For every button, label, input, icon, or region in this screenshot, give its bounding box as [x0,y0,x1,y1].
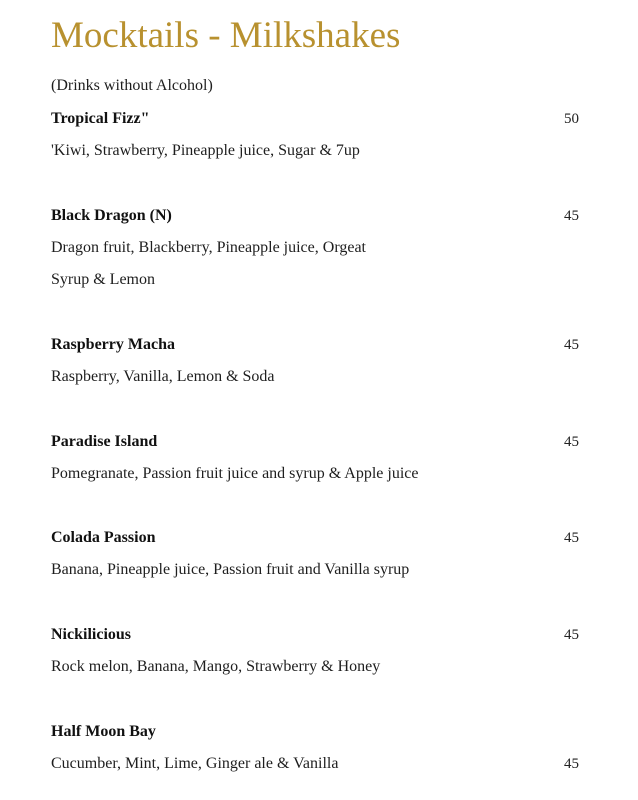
menu-item-price: 45 [564,434,579,450]
menu-item-description: Banana, Pineapple juice, Passion fruit and Vanilla syrup [51,561,410,578]
menu-item-name: Half Moon Bay [51,723,156,740]
menu-item-tropical-fizz [0,109,638,189]
menu-item-black-dragon [0,206,638,302]
menu-item-raspberry-macha [0,335,638,415]
menu-item-description: Pomegranate, Passion fruit juice and syrup & Apple juice [51,465,419,482]
menu-item-paradise-island [0,432,638,512]
menu-item-description: Cucumber, Mint, Lime, Ginger ale & Vanilla [51,755,339,772]
page-title: Mocktails - Milkshakes [51,15,401,56]
menu-item-description: Raspberry, Vanilla, Lemon & Soda [51,368,275,385]
menu-item-price: 45 [564,208,579,224]
menu-item-price: 45 [564,756,579,772]
menu-item-price: 45 [564,530,579,546]
menu-item-description: Rock melon, Banana, Mango, Strawberry & Honey [51,658,381,675]
menu-item-name: Nickilicious [51,626,132,643]
menu-item-colada-passion [0,528,638,608]
menu-item-price: 45 [564,337,579,353]
menu-item-description-line2: Syrup & Lemon [51,271,155,288]
menu-item-name: Black Dragon (N) [51,207,172,224]
page-subtitle: (Drinks without Alcohol) [51,77,213,94]
menu-item-price: 50 [564,111,579,127]
menu-item-name: Paradise Island [51,433,158,450]
menu-item-price: 45 [564,627,579,643]
menu-item-description: Dragon fruit, Blackberry, Pineapple juice, Orgeat [51,239,366,256]
menu-item-nickilicious [0,625,638,705]
menu-item-name: Raspberry Macha [51,336,175,353]
menu-item-name: Tropical Fizz" [51,110,150,127]
menu-item-description: 'Kiwi, Strawberry, Pineapple juice, Sugar & 7up [51,142,360,159]
menu-item-name: Colada Passion [51,529,156,546]
menu-item-half-moon-bay [0,722,638,782]
